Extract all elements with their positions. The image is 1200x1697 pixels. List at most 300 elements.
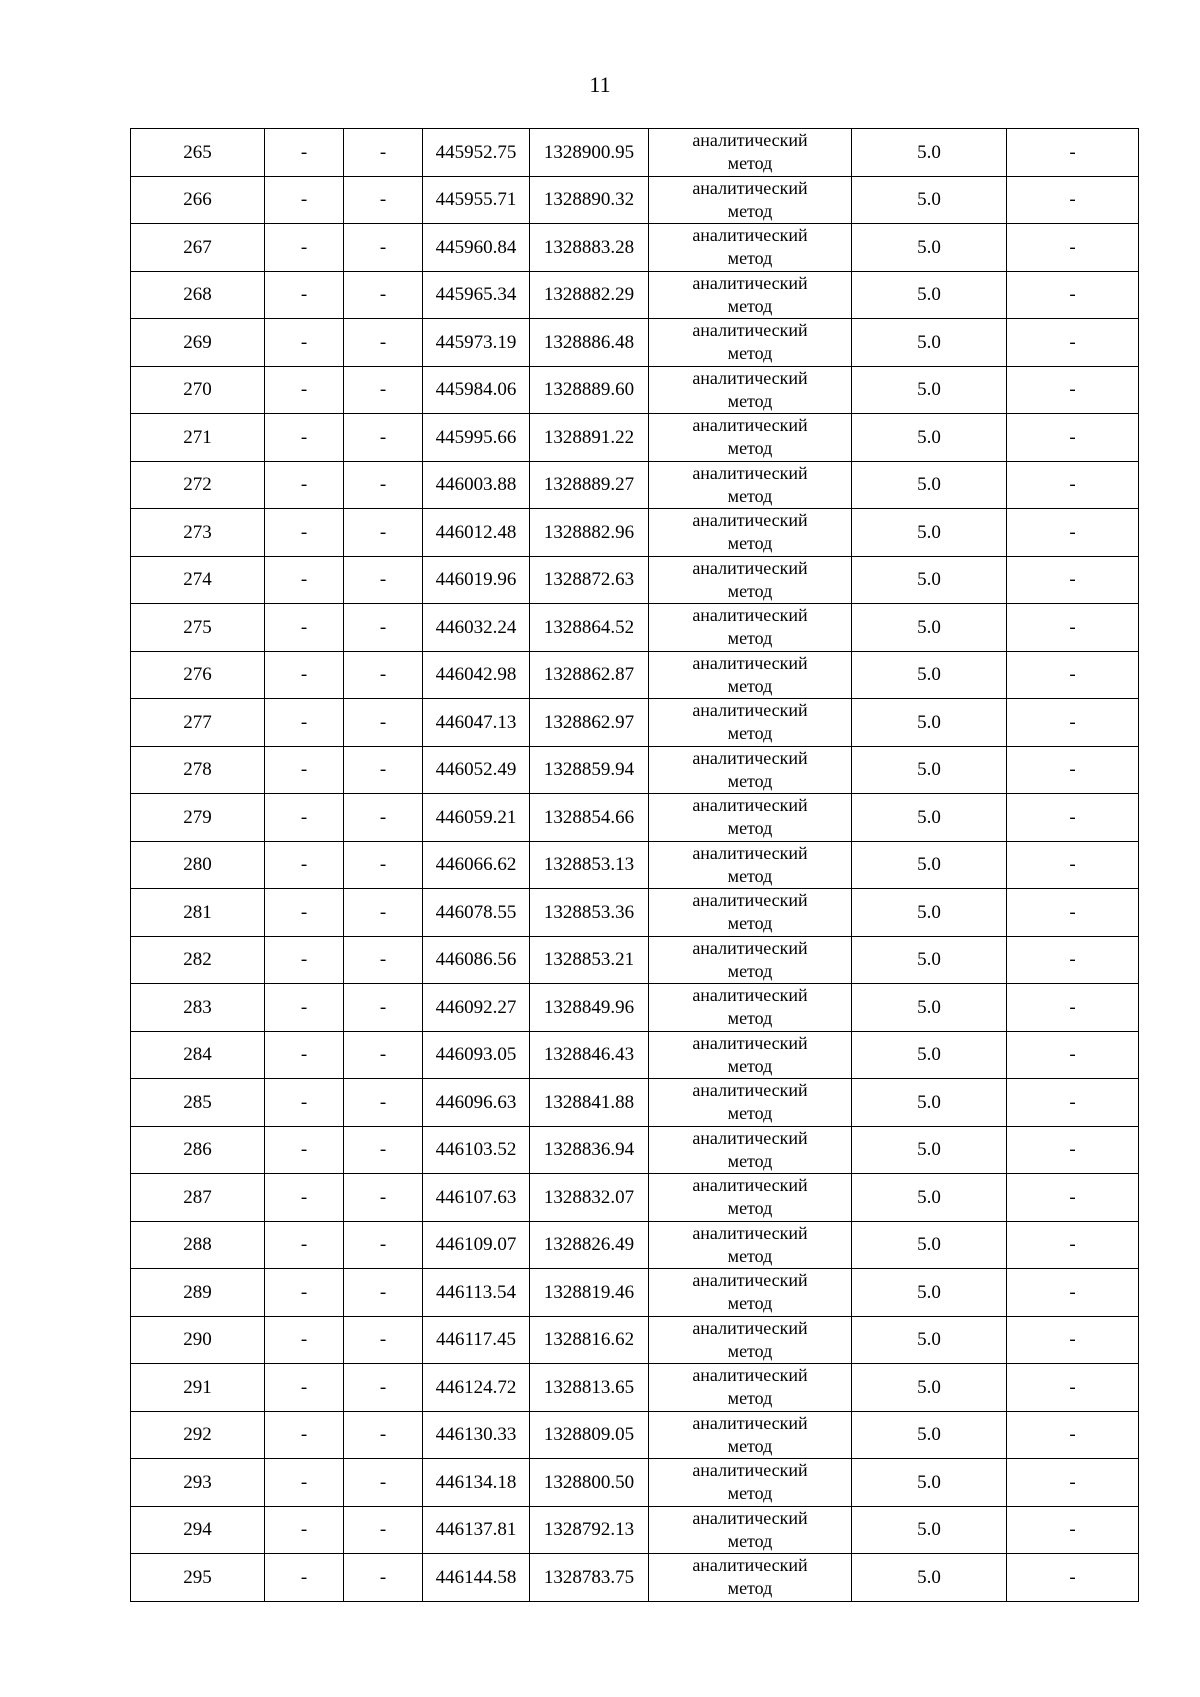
method-line-1: аналитический bbox=[692, 1317, 808, 1338]
method-cell bbox=[649, 984, 852, 1032]
method-line-2: метод bbox=[727, 295, 773, 316]
column-3-cell: - bbox=[344, 271, 423, 319]
column-3-cell: - bbox=[344, 604, 423, 652]
point-number-cell: 289 bbox=[131, 1269, 265, 1317]
column-3-cell: - bbox=[344, 746, 423, 794]
method-line-2: метод bbox=[727, 1293, 773, 1314]
y-coordinate-cell: 1328889.60 bbox=[530, 366, 649, 414]
table-row bbox=[131, 1316, 1139, 1364]
column-3-cell: - bbox=[344, 1316, 423, 1364]
y-coordinate-cell: 1328853.13 bbox=[530, 841, 649, 889]
column-2-cell: - bbox=[265, 1364, 344, 1412]
point-number-cell: 276 bbox=[131, 651, 265, 699]
point-number-cell: 284 bbox=[131, 1031, 265, 1079]
accuracy-cell: 5.0 bbox=[852, 699, 1007, 747]
column-2-cell: - bbox=[265, 794, 344, 842]
accuracy-cell: 5.0 bbox=[852, 1554, 1007, 1602]
method-line-1: аналитический bbox=[692, 462, 808, 483]
accuracy-cell: 5.0 bbox=[852, 889, 1007, 937]
method-line-2: метод bbox=[727, 153, 773, 174]
accuracy-cell: 5.0 bbox=[852, 556, 1007, 604]
x-coordinate-cell: 446042.98 bbox=[423, 651, 530, 699]
column-3-cell: - bbox=[344, 1459, 423, 1507]
accuracy-cell: 5.0 bbox=[852, 651, 1007, 699]
column-8-cell: - bbox=[1007, 1459, 1139, 1507]
column-3-cell: - bbox=[344, 461, 423, 509]
x-coordinate-cell: 446137.81 bbox=[423, 1506, 530, 1554]
accuracy-cell: 5.0 bbox=[852, 1316, 1007, 1364]
column-8-cell: - bbox=[1007, 841, 1139, 889]
table-row bbox=[131, 1554, 1139, 1602]
method-line-1: аналитический bbox=[692, 985, 808, 1006]
method-cell bbox=[649, 319, 852, 367]
column-2-cell: - bbox=[265, 1506, 344, 1554]
y-coordinate-cell: 1328816.62 bbox=[530, 1316, 649, 1364]
accuracy-cell: 5.0 bbox=[852, 224, 1007, 272]
accuracy-cell: 5.0 bbox=[852, 176, 1007, 224]
column-8-cell: - bbox=[1007, 1554, 1139, 1602]
table-row bbox=[131, 889, 1139, 937]
column-3-cell: - bbox=[344, 936, 423, 984]
x-coordinate-cell: 445973.19 bbox=[423, 319, 530, 367]
column-3-cell: - bbox=[344, 651, 423, 699]
column-2-cell: - bbox=[265, 176, 344, 224]
column-8-cell: - bbox=[1007, 984, 1139, 1032]
column-2-cell: - bbox=[265, 1174, 344, 1222]
method-cell bbox=[649, 604, 852, 652]
method-line-2: метод bbox=[727, 1388, 773, 1409]
table-row bbox=[131, 414, 1139, 462]
accuracy-cell: 5.0 bbox=[852, 129, 1007, 177]
column-2-cell: - bbox=[265, 841, 344, 889]
method-line-2: метод bbox=[727, 1008, 773, 1029]
method-line-1: аналитический bbox=[692, 367, 808, 388]
method-line-1: аналитический bbox=[692, 557, 808, 578]
x-coordinate-cell: 446109.07 bbox=[423, 1221, 530, 1269]
accuracy-cell: 5.0 bbox=[852, 1459, 1007, 1507]
method-cell bbox=[649, 461, 852, 509]
y-coordinate-cell: 1328792.13 bbox=[530, 1506, 649, 1554]
column-8-cell: - bbox=[1007, 1411, 1139, 1459]
method-line-1: аналитический bbox=[692, 890, 808, 911]
column-2-cell: - bbox=[265, 1079, 344, 1127]
column-8-cell: - bbox=[1007, 461, 1139, 509]
column-8-cell: - bbox=[1007, 1126, 1139, 1174]
accuracy-cell: 5.0 bbox=[852, 746, 1007, 794]
table-row bbox=[131, 1174, 1139, 1222]
method-line-2: метод bbox=[727, 200, 773, 221]
table-row bbox=[131, 176, 1139, 224]
point-number-cell: 265 bbox=[131, 129, 265, 177]
point-number-cell: 287 bbox=[131, 1174, 265, 1222]
column-3-cell: - bbox=[344, 1364, 423, 1412]
point-number-cell: 271 bbox=[131, 414, 265, 462]
method-cell bbox=[649, 366, 852, 414]
column-8-cell: - bbox=[1007, 509, 1139, 557]
accuracy-cell: 5.0 bbox=[852, 1126, 1007, 1174]
method-line-2: метод bbox=[727, 1055, 773, 1076]
point-number-cell: 282 bbox=[131, 936, 265, 984]
x-coordinate-cell: 445955.71 bbox=[423, 176, 530, 224]
point-number-cell: 281 bbox=[131, 889, 265, 937]
method-line-1: аналитический bbox=[692, 605, 808, 626]
column-3-cell: - bbox=[344, 129, 423, 177]
method-cell bbox=[649, 414, 852, 462]
table-body bbox=[131, 129, 1139, 1602]
column-2-cell: - bbox=[265, 984, 344, 1032]
method-line-1: аналитический bbox=[692, 1365, 808, 1386]
column-2-cell: - bbox=[265, 889, 344, 937]
column-8-cell: - bbox=[1007, 889, 1139, 937]
point-number-cell: 292 bbox=[131, 1411, 265, 1459]
method-line-2: метод bbox=[727, 628, 773, 649]
column-3-cell: - bbox=[344, 509, 423, 557]
point-number-cell: 286 bbox=[131, 1126, 265, 1174]
x-coordinate-cell: 446047.13 bbox=[423, 699, 530, 747]
table-row bbox=[131, 1459, 1139, 1507]
column-8-cell: - bbox=[1007, 794, 1139, 842]
x-coordinate-cell: 446059.21 bbox=[423, 794, 530, 842]
method-line-1: аналитический bbox=[692, 1127, 808, 1148]
method-line-1: аналитический bbox=[692, 225, 808, 246]
column-8-cell: - bbox=[1007, 1079, 1139, 1127]
page-number: 11 bbox=[589, 72, 611, 97]
method-line-2: метод bbox=[727, 1198, 773, 1219]
y-coordinate-cell: 1328883.28 bbox=[530, 224, 649, 272]
method-line-1: аналитический bbox=[692, 842, 808, 863]
x-coordinate-cell: 446086.56 bbox=[423, 936, 530, 984]
method-line-1: аналитический bbox=[692, 1507, 808, 1528]
point-number-cell: 295 bbox=[131, 1554, 265, 1602]
point-number-cell: 270 bbox=[131, 366, 265, 414]
y-coordinate-cell: 1328832.07 bbox=[530, 1174, 649, 1222]
point-number-cell: 285 bbox=[131, 1079, 265, 1127]
table-row bbox=[131, 604, 1139, 652]
y-coordinate-cell: 1328891.22 bbox=[530, 414, 649, 462]
y-coordinate-cell: 1328783.75 bbox=[530, 1554, 649, 1602]
table-row bbox=[131, 651, 1139, 699]
point-number-cell: 267 bbox=[131, 224, 265, 272]
point-number-cell: 277 bbox=[131, 699, 265, 747]
method-line-2: метод bbox=[727, 390, 773, 411]
method-line-1: аналитический bbox=[692, 510, 808, 531]
point-number-cell: 288 bbox=[131, 1221, 265, 1269]
method-cell bbox=[649, 1316, 852, 1364]
accuracy-cell: 5.0 bbox=[852, 461, 1007, 509]
method-cell bbox=[649, 746, 852, 794]
x-coordinate-cell: 446093.05 bbox=[423, 1031, 530, 1079]
table-row bbox=[131, 461, 1139, 509]
column-2-cell: - bbox=[265, 1554, 344, 1602]
accuracy-cell: 5.0 bbox=[852, 604, 1007, 652]
method-cell bbox=[649, 1269, 852, 1317]
method-cell bbox=[649, 794, 852, 842]
table-row bbox=[131, 1031, 1139, 1079]
column-2-cell: - bbox=[265, 699, 344, 747]
x-coordinate-cell: 446019.96 bbox=[423, 556, 530, 604]
table-row bbox=[131, 1221, 1139, 1269]
method-line-1: аналитический bbox=[692, 795, 808, 816]
method-cell bbox=[649, 224, 852, 272]
accuracy-cell: 5.0 bbox=[852, 1221, 1007, 1269]
point-number-cell: 283 bbox=[131, 984, 265, 1032]
method-line-2: метод bbox=[727, 818, 773, 839]
method-line-2: метод bbox=[727, 1103, 773, 1124]
column-8-cell: - bbox=[1007, 1506, 1139, 1554]
y-coordinate-cell: 1328889.27 bbox=[530, 461, 649, 509]
table-row bbox=[131, 746, 1139, 794]
column-3-cell: - bbox=[344, 414, 423, 462]
y-coordinate-cell: 1328841.88 bbox=[530, 1079, 649, 1127]
column-8-cell: - bbox=[1007, 936, 1139, 984]
method-line-1: аналитический bbox=[692, 130, 808, 151]
table-row bbox=[131, 984, 1139, 1032]
y-coordinate-cell: 1328862.97 bbox=[530, 699, 649, 747]
column-8-cell: - bbox=[1007, 1031, 1139, 1079]
method-line-2: метод bbox=[727, 343, 773, 364]
column-8-cell: - bbox=[1007, 319, 1139, 367]
method-line-2: метод bbox=[727, 770, 773, 791]
column-3-cell: - bbox=[344, 889, 423, 937]
accuracy-cell: 5.0 bbox=[852, 1506, 1007, 1554]
x-coordinate-cell: 446032.24 bbox=[423, 604, 530, 652]
table-row bbox=[131, 319, 1139, 367]
y-coordinate-cell: 1328849.96 bbox=[530, 984, 649, 1032]
table-row bbox=[131, 936, 1139, 984]
point-number-cell: 279 bbox=[131, 794, 265, 842]
column-8-cell: - bbox=[1007, 129, 1139, 177]
y-coordinate-cell: 1328836.94 bbox=[530, 1126, 649, 1174]
column-3-cell: - bbox=[344, 556, 423, 604]
column-2-cell: - bbox=[265, 936, 344, 984]
method-cell bbox=[649, 1554, 852, 1602]
column-3-cell: - bbox=[344, 1079, 423, 1127]
column-3-cell: - bbox=[344, 1031, 423, 1079]
y-coordinate-cell: 1328819.46 bbox=[530, 1269, 649, 1317]
column-2-cell: - bbox=[265, 224, 344, 272]
accuracy-cell: 5.0 bbox=[852, 1364, 1007, 1412]
column-8-cell: - bbox=[1007, 1364, 1139, 1412]
method-line-1: аналитический bbox=[692, 652, 808, 673]
method-line-2: метод bbox=[727, 1530, 773, 1551]
point-number-cell: 269 bbox=[131, 319, 265, 367]
column-3-cell: - bbox=[344, 1174, 423, 1222]
table-row bbox=[131, 1506, 1139, 1554]
method-line-2: метод bbox=[727, 1435, 773, 1456]
column-2-cell: - bbox=[265, 319, 344, 367]
accuracy-cell: 5.0 bbox=[852, 271, 1007, 319]
column-8-cell: - bbox=[1007, 176, 1139, 224]
accuracy-cell: 5.0 bbox=[852, 509, 1007, 557]
x-coordinate-cell: 445952.75 bbox=[423, 129, 530, 177]
column-3-cell: - bbox=[344, 319, 423, 367]
method-cell bbox=[649, 271, 852, 319]
x-coordinate-cell: 445965.34 bbox=[423, 271, 530, 319]
column-3-cell: - bbox=[344, 366, 423, 414]
accuracy-cell: 5.0 bbox=[852, 1269, 1007, 1317]
method-line-2: метод bbox=[727, 438, 773, 459]
accuracy-cell: 5.0 bbox=[852, 1411, 1007, 1459]
method-cell bbox=[649, 509, 852, 557]
point-number-cell: 266 bbox=[131, 176, 265, 224]
method-line-2: метод bbox=[727, 580, 773, 601]
table-row bbox=[131, 1269, 1139, 1317]
column-3-cell: - bbox=[344, 224, 423, 272]
y-coordinate-cell: 1328882.29 bbox=[530, 271, 649, 319]
method-line-2: метод bbox=[727, 913, 773, 934]
table-row bbox=[131, 794, 1139, 842]
column-8-cell: - bbox=[1007, 746, 1139, 794]
column-2-cell: - bbox=[265, 1459, 344, 1507]
x-coordinate-cell: 445984.06 bbox=[423, 366, 530, 414]
column-8-cell: - bbox=[1007, 414, 1139, 462]
method-line-1: аналитический bbox=[692, 1175, 808, 1196]
x-coordinate-cell: 446078.55 bbox=[423, 889, 530, 937]
column-3-cell: - bbox=[344, 1126, 423, 1174]
column-2-cell: - bbox=[265, 746, 344, 794]
method-cell bbox=[649, 936, 852, 984]
method-line-1: аналитический bbox=[692, 177, 808, 198]
table-row bbox=[131, 1079, 1139, 1127]
column-8-cell: - bbox=[1007, 224, 1139, 272]
column-2-cell: - bbox=[265, 1031, 344, 1079]
method-line-1: аналитический bbox=[692, 1460, 808, 1481]
accuracy-cell: 5.0 bbox=[852, 794, 1007, 842]
method-cell bbox=[649, 1079, 852, 1127]
column-8-cell: - bbox=[1007, 699, 1139, 747]
y-coordinate-cell: 1328800.50 bbox=[530, 1459, 649, 1507]
method-cell bbox=[649, 1506, 852, 1554]
point-number-cell: 268 bbox=[131, 271, 265, 319]
y-coordinate-cell: 1328854.66 bbox=[530, 794, 649, 842]
y-coordinate-cell: 1328864.52 bbox=[530, 604, 649, 652]
table-row bbox=[131, 1126, 1139, 1174]
x-coordinate-cell: 446144.58 bbox=[423, 1554, 530, 1602]
x-coordinate-cell: 446117.45 bbox=[423, 1316, 530, 1364]
y-coordinate-cell: 1328809.05 bbox=[530, 1411, 649, 1459]
y-coordinate-cell: 1328853.36 bbox=[530, 889, 649, 937]
method-line-2: метод bbox=[727, 960, 773, 981]
point-number-cell: 278 bbox=[131, 746, 265, 794]
point-number-cell: 272 bbox=[131, 461, 265, 509]
x-coordinate-cell: 445995.66 bbox=[423, 414, 530, 462]
column-3-cell: - bbox=[344, 699, 423, 747]
method-line-2: метод bbox=[727, 533, 773, 554]
column-2-cell: - bbox=[265, 651, 344, 699]
y-coordinate-cell: 1328813.65 bbox=[530, 1364, 649, 1412]
method-line-1: аналитический bbox=[692, 700, 808, 721]
y-coordinate-cell: 1328882.96 bbox=[530, 509, 649, 557]
column-3-cell: - bbox=[344, 1269, 423, 1317]
method-cell bbox=[649, 129, 852, 177]
x-coordinate-cell: 446092.27 bbox=[423, 984, 530, 1032]
method-line-1: аналитический bbox=[692, 1270, 808, 1291]
accuracy-cell: 5.0 bbox=[852, 366, 1007, 414]
table-row bbox=[131, 841, 1139, 889]
x-coordinate-cell: 446012.48 bbox=[423, 509, 530, 557]
y-coordinate-cell: 1328862.87 bbox=[530, 651, 649, 699]
column-8-cell: - bbox=[1007, 271, 1139, 319]
column-8-cell: - bbox=[1007, 1316, 1139, 1364]
accuracy-cell: 5.0 bbox=[852, 1174, 1007, 1222]
method-line-1: аналитический bbox=[692, 1080, 808, 1101]
table-row bbox=[131, 556, 1139, 604]
method-line-2: метод bbox=[727, 865, 773, 886]
column-2-cell: - bbox=[265, 129, 344, 177]
x-coordinate-cell: 446066.62 bbox=[423, 841, 530, 889]
y-coordinate-cell: 1328900.95 bbox=[530, 129, 649, 177]
method-cell bbox=[649, 1126, 852, 1174]
x-coordinate-cell: 446113.54 bbox=[423, 1269, 530, 1317]
method-line-1: аналитический bbox=[692, 1032, 808, 1053]
method-cell bbox=[649, 1411, 852, 1459]
method-line-2: метод bbox=[727, 485, 773, 506]
method-cell bbox=[649, 1221, 852, 1269]
y-coordinate-cell: 1328890.32 bbox=[530, 176, 649, 224]
accuracy-cell: 5.0 bbox=[852, 1079, 1007, 1127]
method-cell bbox=[649, 1459, 852, 1507]
method-line-1: аналитический bbox=[692, 415, 808, 436]
column-2-cell: - bbox=[265, 1221, 344, 1269]
column-2-cell: - bbox=[265, 366, 344, 414]
column-2-cell: - bbox=[265, 1411, 344, 1459]
method-line-2: метод bbox=[727, 1578, 773, 1599]
table-row bbox=[131, 1364, 1139, 1412]
column-8-cell: - bbox=[1007, 366, 1139, 414]
table-row bbox=[131, 509, 1139, 557]
table-row bbox=[131, 366, 1139, 414]
method-line-1: аналитический bbox=[692, 747, 808, 768]
column-2-cell: - bbox=[265, 509, 344, 557]
point-number-cell: 294 bbox=[131, 1506, 265, 1554]
x-coordinate-cell: 446103.52 bbox=[423, 1126, 530, 1174]
accuracy-cell: 5.0 bbox=[852, 414, 1007, 462]
method-cell bbox=[649, 1364, 852, 1412]
x-coordinate-cell: 446096.63 bbox=[423, 1079, 530, 1127]
method-line-1: аналитический bbox=[692, 272, 808, 293]
method-cell bbox=[649, 176, 852, 224]
y-coordinate-cell: 1328826.49 bbox=[530, 1221, 649, 1269]
method-line-1: аналитический bbox=[692, 1222, 808, 1243]
column-2-cell: - bbox=[265, 1269, 344, 1317]
method-line-1: аналитический bbox=[692, 320, 808, 341]
accuracy-cell: 5.0 bbox=[852, 984, 1007, 1032]
table-row bbox=[131, 271, 1139, 319]
method-cell bbox=[649, 841, 852, 889]
column-3-cell: - bbox=[344, 1554, 423, 1602]
x-coordinate-cell: 446003.88 bbox=[423, 461, 530, 509]
column-8-cell: - bbox=[1007, 1269, 1139, 1317]
method-cell bbox=[649, 1174, 852, 1222]
point-number-cell: 274 bbox=[131, 556, 265, 604]
accuracy-cell: 5.0 bbox=[852, 1031, 1007, 1079]
y-coordinate-cell: 1328846.43 bbox=[530, 1031, 649, 1079]
table-row bbox=[131, 129, 1139, 177]
x-coordinate-cell: 446124.72 bbox=[423, 1364, 530, 1412]
table-row bbox=[131, 1411, 1139, 1459]
column-8-cell: - bbox=[1007, 1174, 1139, 1222]
method-cell bbox=[649, 1031, 852, 1079]
x-coordinate-cell: 446052.49 bbox=[423, 746, 530, 794]
method-line-1: аналитический bbox=[692, 1555, 808, 1576]
column-3-cell: - bbox=[344, 1506, 423, 1554]
method-line-1: аналитический bbox=[692, 937, 808, 958]
column-3-cell: - bbox=[344, 841, 423, 889]
point-number-cell: 290 bbox=[131, 1316, 265, 1364]
point-number-cell: 291 bbox=[131, 1364, 265, 1412]
x-coordinate-cell: 446134.18 bbox=[423, 1459, 530, 1507]
column-2-cell: - bbox=[265, 1316, 344, 1364]
